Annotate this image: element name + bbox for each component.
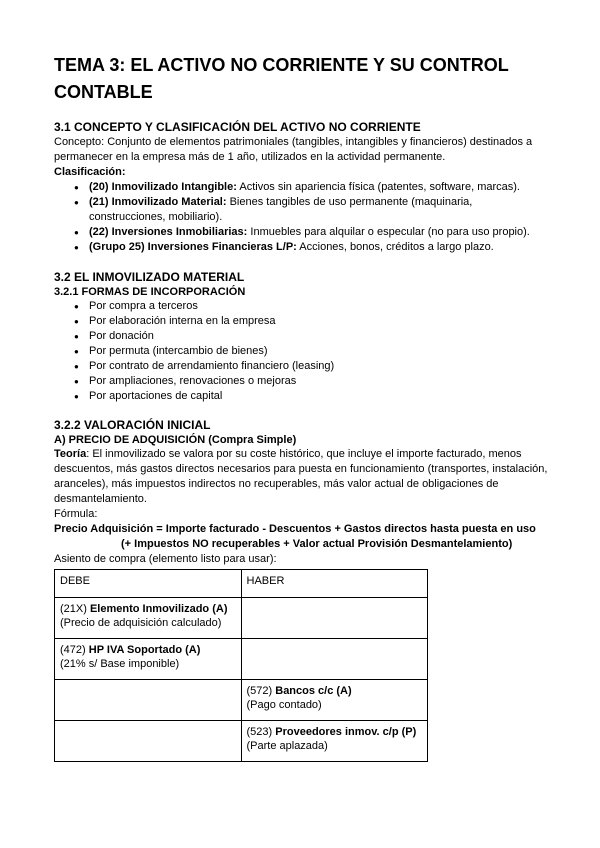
- haber-cell: (572) Bancos c/c (A) (Pago contado): [241, 680, 428, 721]
- concept-paragraph: Concepto: Conjunto de elementos patrimoniales (tangibles, intangibles y financieros) destinados a permanecer en la empresa más de 1 año, utilizados en la actividad permanente.: [54, 136, 533, 163]
- section-heading-3-2: 3.2 EL INMOVILIZADO MATERIAL: [54, 270, 245, 284]
- subsection-heading-3-2-1: 3.2.1 FORMAS DE INCORPORACIÓN: [54, 286, 246, 298]
- haber-cell: [241, 639, 428, 680]
- table-row: [55, 680, 428, 721]
- formula-line-2: (+ Impuestos NO recuperables + Valor actual Provisión Desmantelamiento): [121, 538, 513, 550]
- journal-entry-table: [54, 569, 428, 762]
- debe-cell: [55, 680, 242, 721]
- debe-header: DEBE: [55, 570, 242, 598]
- section-heading-3-1: 3.1 CONCEPTO Y CLASIFICACIÓN DEL ACTIVO NO CORRIENTE: [54, 120, 421, 134]
- classification-label: Clasificación:: [54, 166, 126, 178]
- table-row: [55, 598, 428, 639]
- debe-cell: (21X) Elemento Inmovilizado (A) (Precio de adquisición calculado): [55, 598, 242, 639]
- formula-label: Fórmula:: [54, 508, 98, 520]
- list-item: ● (21) Inmovilizado Material: Bienes tangibles de uso permanente (maquinaria, construcciones, mobiliario).: [54, 195, 550, 225]
- section-heading-3-2-2: 3.2.2 VALORACIÓN INICIAL: [54, 418, 211, 432]
- haber-header: HABER: [241, 570, 428, 598]
- list-item: ● Por ampliaciones, renovaciones o mejoras: [54, 374, 550, 389]
- haber-cell: [241, 598, 428, 639]
- debe-cell: (472) HP IVA Soportado (A) (21% s/ Base imponible): [55, 639, 242, 680]
- classification-list: [54, 180, 550, 255]
- list-item: ● (Grupo 25) Inversiones Financieras L/P: Acciones, bonos, créditos a largo plazo.: [54, 240, 550, 255]
- incorporation-list: [54, 299, 550, 404]
- list-item: ● (20) Inmovilizado Intangible: Activos sin apariencia física (patentes, software, marcas).: [54, 180, 550, 195]
- document-page: [54, 52, 550, 762]
- debe-cell: [55, 721, 242, 762]
- table-row: [55, 639, 428, 680]
- entry-label: Asiento de compra (elemento listo para usar):: [54, 553, 277, 565]
- haber-cell: (523) Proveedores inmov. c/p (P) (Parte aplazada): [241, 721, 428, 762]
- subsection-heading-precio: A) PRECIO DE ADQUISICIÓN (Compra Simple): [54, 434, 297, 446]
- list-item: ● Por contrato de arrendamiento financiero (leasing): [54, 359, 550, 374]
- theory-paragraph: Teoría: El inmovilizado se valora por su coste histórico, que incluye el importe facturado, menos descuentos, más gastos directos necesarios para puesta en funcionamiento (transportes, instalación, aranceles), más impuestos indirectos no recuperables, más valor actual de obligaciones de desmantelamiento.: [54, 448, 548, 505]
- table-row: [55, 721, 428, 762]
- list-item: ● Por elaboración interna en la empresa: [54, 314, 550, 329]
- list-item: ● Por donación: [54, 329, 550, 344]
- list-item: ● (22) Inversiones Inmobiliarias: Inmuebles para alquilar o especular (no para uso propio).: [54, 225, 550, 240]
- formula-line-1: Precio Adquisición = Importe facturado - Descuentos + Gastos directos hasta puesta en uso: [54, 523, 536, 535]
- list-item: ● Por permuta (intercambio de bienes): [54, 344, 550, 359]
- page-title: TEMA 3: EL ACTIVO NO CORRIENTE Y SU CONTROL CONTABLE: [54, 55, 509, 102]
- list-item: ● Por aportaciones de capital: [54, 389, 550, 404]
- list-item: ● Por compra a terceros: [54, 299, 550, 314]
